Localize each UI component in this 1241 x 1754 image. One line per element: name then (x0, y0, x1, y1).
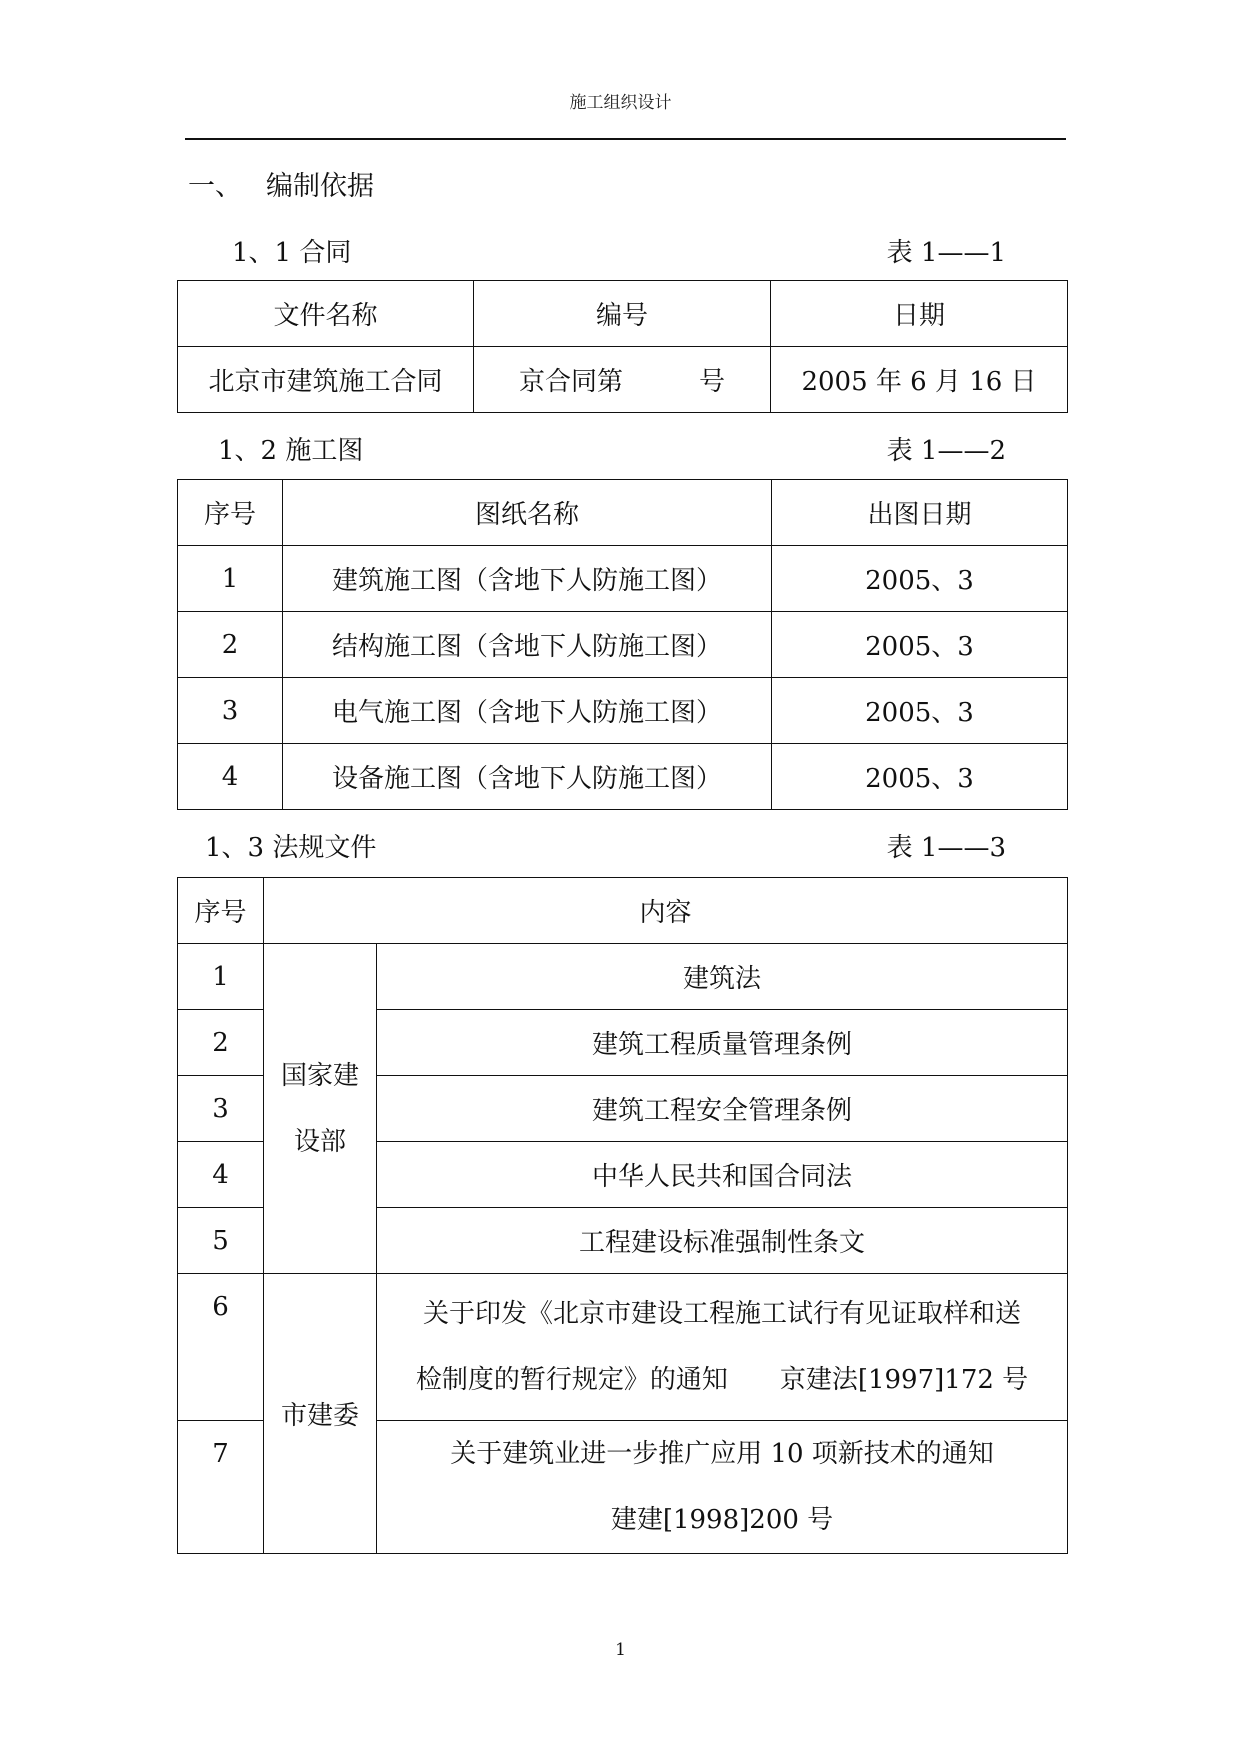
row-number: 7 (178, 1421, 264, 1554)
running-header: 施工组织设计 (569, 93, 672, 113)
contract-number-suffix: 号 (699, 367, 726, 397)
header-cell-content: 内容 (264, 878, 1068, 944)
table3-label: 表 1——3 (886, 833, 1006, 863)
row-number: 5 (178, 1208, 264, 1274)
drawing-name: 建筑施工图（含地下人防施工图） (283, 546, 772, 612)
regulation-content: 建筑工程安全管理条例 (377, 1076, 1068, 1142)
drawing-date: 2005、3 (772, 612, 1068, 678)
row-number: 6 (178, 1274, 264, 1421)
regulation-content-line: 关于印发《北京市建设工程施工试行有见证取样和送 (423, 1299, 1022, 1329)
page-number: 1 (615, 1640, 626, 1660)
table-row (178, 546, 1068, 612)
section-title: 编制依据 (266, 171, 374, 202)
header-rule (185, 138, 1066, 140)
header-cell-no: 序号 (178, 480, 283, 546)
table1-label: 表 1——1 (886, 238, 1006, 268)
contract-table (177, 280, 1068, 413)
group-cell-city: 市建委 (264, 1274, 377, 1554)
regulation-content: 建筑法 (377, 944, 1068, 1010)
drawing-date: 2005、3 (772, 546, 1068, 612)
table2-label: 表 1——2 (886, 436, 1006, 466)
table-row (178, 744, 1068, 810)
row-number: 2 (178, 612, 283, 678)
table-row (178, 678, 1068, 744)
contract-number-cell (474, 347, 771, 413)
group-label: 国家建设部 (280, 1060, 359, 1157)
section-heading (188, 164, 374, 203)
header-cell-date: 日期 (771, 281, 1068, 347)
table1-caption: 1、1 合同 (232, 238, 352, 268)
table1-caption-row (0, 232, 1241, 272)
regulation-content: 建筑工程质量管理条例 (377, 1010, 1068, 1076)
table-header-row (178, 878, 1068, 944)
regulation-content: 工程建设标准强制性条文 (377, 1208, 1068, 1274)
row-number: 2 (178, 1010, 264, 1076)
regulation-content-line: 关于建筑业进一步推广应用 10 项新技术的通知 (450, 1439, 994, 1469)
group-cell-ministry (264, 944, 377, 1274)
drawing-date: 2005、3 (772, 744, 1068, 810)
regulation-content-line: 建建[1998]200 号 (610, 1505, 834, 1535)
contract-name-cell: 北京市建筑施工合同 (178, 347, 474, 413)
section-number: 一、 (188, 171, 242, 202)
table3-caption: 1、3 法规文件 (205, 833, 377, 863)
row-number: 3 (178, 1076, 264, 1142)
table-row (178, 612, 1068, 678)
table-header-row (178, 281, 1068, 347)
table-row (178, 944, 1068, 1010)
contract-number-prefix: 京合同第 (518, 367, 623, 397)
regulation-content: 中华人民共和国合同法 (377, 1142, 1068, 1208)
table-row (178, 1274, 1068, 1421)
drawing-name: 设备施工图（含地下人防施工图） (283, 744, 772, 810)
header-cell-drawing-name: 图纸名称 (283, 480, 772, 546)
row-number: 1 (178, 546, 283, 612)
contract-date-cell: 2005 年 6 月 16 日 (771, 347, 1068, 413)
drawing-date: 2005、3 (772, 678, 1068, 744)
header-cell-number: 编号 (474, 281, 771, 347)
regulation-content (377, 1421, 1068, 1554)
table2-caption-row (0, 430, 1241, 470)
row-number: 4 (178, 744, 283, 810)
regulation-content (377, 1274, 1068, 1421)
drawings-table (177, 479, 1068, 810)
table-header-row (178, 480, 1068, 546)
table3-caption-row (0, 827, 1241, 867)
regulations-table (177, 877, 1068, 1554)
row-number: 3 (178, 678, 283, 744)
header-cell-no: 序号 (178, 878, 264, 944)
drawing-name: 结构施工图（含地下人防施工图） (283, 612, 772, 678)
regulation-content-line: 检制度的暂行规定》的通知 京建法[1997]172 号 (415, 1365, 1029, 1395)
drawing-name: 电气施工图（含地下人防施工图） (283, 678, 772, 744)
header-cell-file-name: 文件名称 (178, 281, 474, 347)
row-number: 4 (178, 1142, 264, 1208)
table2-caption: 1、2 施工图 (218, 436, 364, 466)
table-row (178, 347, 1068, 413)
row-number: 1 (178, 944, 264, 1010)
header-cell-issue-date: 出图日期 (772, 480, 1068, 546)
